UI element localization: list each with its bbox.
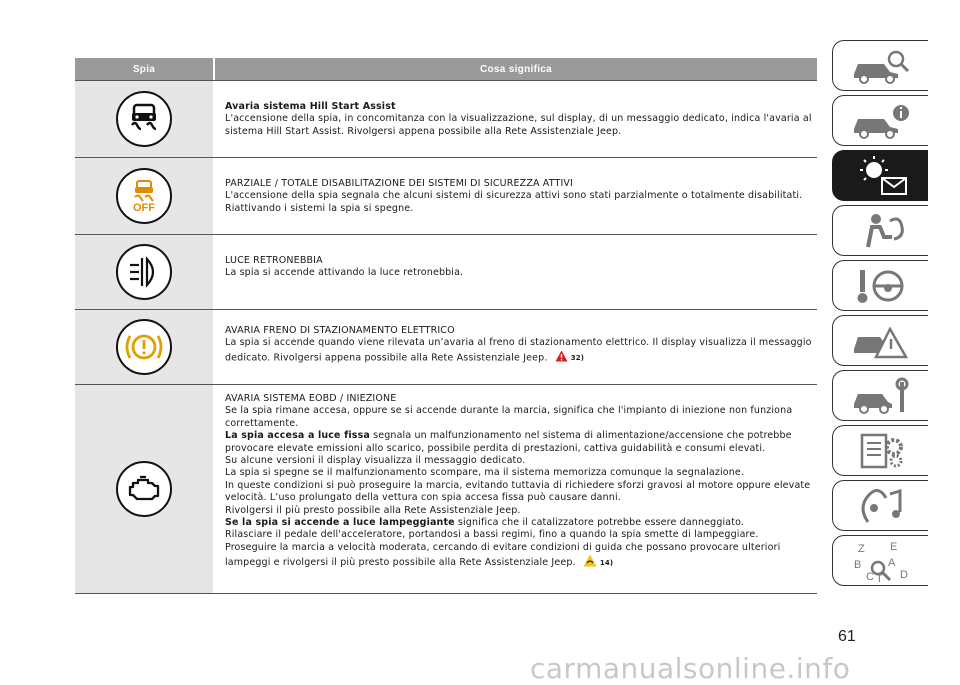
tab-warning-lights[interactable] — [832, 150, 928, 201]
table-row — [75, 234, 817, 309]
multimedia-icon — [846, 486, 916, 526]
header-spia: Spia — [132, 63, 156, 75]
table-row — [75, 384, 817, 594]
paragraph: Se la spia rimane accesa, oppure se si accende durante la marcia, significa che l'impianto di iniezione non funziona correttamente. — [225, 405, 793, 429]
paragraph: Rilasciare il pedale dell'acceleratore, portandosi a bassi regimi, fino a quando la spia smette di lampeggiare. — [225, 529, 759, 541]
tab-starting-driving[interactable] — [832, 260, 928, 311]
tab-car-info[interactable] — [832, 95, 928, 146]
table-row — [75, 157, 817, 234]
row-text: La spia si accende quando viene rilevata un’avaria al freno di stazionamento elettrico. Il display visualizza il messaggio dedicato. Rivolgersi appena possibile alla Rete Assistenziale Jeep. — [225, 337, 812, 364]
row-text: La spia si accende attivando la luce retronebbia. — [225, 267, 464, 279]
index-letter-b: B — [853, 558, 861, 571]
hill-start-assist-warning-icon — [116, 91, 172, 147]
caution-triangle-icon — [583, 554, 597, 571]
safety-systems-off-icon — [116, 168, 172, 224]
row-title: PARZIALE / TOTALE DISABILITAZIONE DEI SISTEMI DI SICUREZZA ATTIVI — [225, 178, 574, 189]
table-row — [75, 80, 817, 157]
row-text: L'accensione della spia segnala che alcuni sistemi di sicurezza attivi sono stati parzialmente o totalmente disabilitati. Riattivando i sistemi la spia si spegne. — [225, 190, 803, 214]
check-engine-icon — [116, 461, 172, 517]
car-info-icon — [846, 101, 916, 141]
tab-index[interactable] — [832, 535, 928, 586]
row-title: Avaria sistema Hill Start Assist — [225, 101, 396, 112]
car-accident-icon — [846, 321, 916, 361]
off-label: OFF — [133, 201, 155, 214]
tab-technical-data[interactable] — [832, 425, 928, 476]
paragraph-lead: La spia accesa a luce fissa — [225, 430, 370, 442]
note-reference: 14) — [599, 558, 614, 567]
index-abc-icon — [846, 538, 916, 584]
tab-multimedia[interactable] — [832, 480, 928, 531]
table-header — [75, 58, 817, 80]
index-letter-d: D — [899, 568, 908, 581]
paragraph-lead: Se la spia si accende a luce lampeggiante — [225, 517, 455, 529]
page-number: 61 — [838, 628, 856, 645]
paragraph: Su alcune versioni il display visualizza il messaggio dedicato. — [225, 455, 526, 467]
watermark: carmanualsonline.info — [530, 652, 851, 685]
paragraph: La spia si spegne se il malfunzionamento scompare, ma il sistema memorizza comunque la segnalazione. — [225, 467, 745, 479]
car-maintenance-icon — [846, 376, 916, 416]
warning-triangle-icon — [555, 350, 568, 366]
rear-fog-light-icon — [116, 244, 172, 300]
paragraph: segnala un malfunzionamento nel sistema di alimentazione/accensione che potrebbe provocare elevate emissioni allo scarico, possibile perdita di prestazioni, cattiva guidabilità e consumi elevati. — [225, 430, 792, 454]
warning-lights-table — [75, 58, 817, 594]
note-reference: 32) — [570, 353, 585, 362]
warning-light-message-icon — [846, 156, 916, 196]
index-letter-e: E — [889, 540, 897, 553]
row-text: L'accensione della spia, in concomitanza con la visualizzazione, sul display, di un messaggio dedicato, indica l'avaria al sistema Hill Start Assist. Rivolgersi appena possibile alla Rete Assistenziale Jeep. — [225, 113, 812, 137]
index-letter-c: C — [865, 570, 874, 583]
tab-maintenance[interactable] — [832, 370, 928, 421]
paragraph: significa che il catalizzatore potrebbe essere danneggiato. — [454, 517, 745, 529]
parking-brake-failure-icon — [116, 319, 172, 375]
tab-emergency[interactable] — [832, 315, 928, 366]
row-title: LUCE RETRONEBBIA — [225, 255, 323, 266]
table-row — [75, 309, 817, 384]
row-title: AVARIA SISTEMA EOBD / INIEZIONE — [225, 393, 397, 404]
steering-key-icon — [846, 266, 916, 306]
tab-car-search[interactable] — [832, 40, 928, 91]
specs-gear-icon — [846, 431, 916, 471]
paragraph: In queste condizioni si può proseguire la marcia, evitando tuttavia di richiedere sforzi gravosi al motore oppure elevate velocità. L’uso prolungato della vettura con spia accesa fissa può causare danni. — [225, 479, 811, 504]
index-letter-t: T — [875, 572, 883, 584]
chapter-tabs — [832, 40, 930, 590]
index-letter-a: A — [887, 556, 895, 569]
index-letter-z: Z — [857, 542, 865, 555]
car-search-icon — [846, 46, 916, 86]
paragraph: Rivolgersi il più presto possibile alla Rete Assistenziale Jeep. — [225, 504, 521, 516]
header-cosa-significa: Cosa significa — [213, 58, 817, 80]
row-title: AVARIA FRENO DI STAZIONAMENTO ELETTRICO — [225, 325, 455, 336]
paragraph: Proseguire la marcia a velocità moderata, cercando di evitare condizioni di guida che possano provocare ulteriori lampeggi e rivolgersi il più presto possibile alla Rete Assistenziale Jeep. — [225, 541, 781, 569]
tab-safety[interactable] — [832, 205, 928, 256]
airbag-seat-icon — [846, 211, 916, 251]
